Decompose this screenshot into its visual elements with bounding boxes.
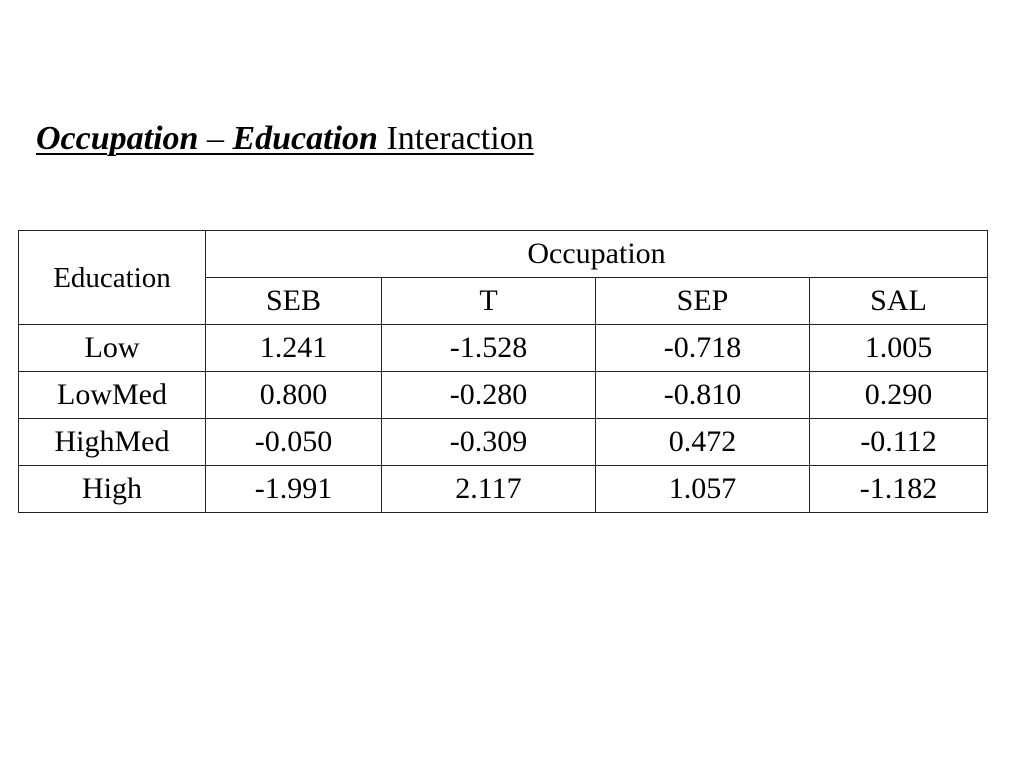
table-cell: 0.290: [810, 372, 988, 419]
title-education: Education: [232, 120, 378, 157]
table-cell: 1.241: [206, 325, 382, 372]
page-title: [36, 117, 534, 161]
table-cell: -0.309: [382, 419, 596, 466]
table-cell: -1.182: [810, 466, 988, 513]
row-label: High: [19, 466, 206, 513]
table-row: [19, 466, 988, 513]
table-cell: -1.528: [382, 325, 596, 372]
row-label: Low: [19, 325, 206, 372]
table-cell: -1.991: [206, 466, 382, 513]
table-cell: 2.117: [382, 466, 596, 513]
row-label: LowMed: [19, 372, 206, 419]
column-header-sep: SEP: [596, 278, 810, 325]
table-cell: -0.112: [810, 419, 988, 466]
table-cell: 0.800: [206, 372, 382, 419]
table-cell: -0.718: [596, 325, 810, 372]
column-header-seb: SEB: [206, 278, 382, 325]
row-label: HighMed: [19, 419, 206, 466]
table-cell: 0.472: [596, 419, 810, 466]
table-cell: -0.810: [596, 372, 810, 419]
title-separator: –: [198, 120, 233, 157]
table-row: [19, 419, 988, 466]
table-cell: 1.005: [810, 325, 988, 372]
table-cell: -0.280: [382, 372, 596, 419]
header-row-group: [19, 231, 988, 278]
interaction-table: [18, 230, 988, 513]
column-header-t: T: [382, 278, 596, 325]
table-row: [19, 325, 988, 372]
table-row: [19, 372, 988, 419]
title-interaction: Interaction: [377, 120, 534, 157]
group-header-occupation: Occupation: [206, 231, 988, 278]
corner-header-education: Education: [19, 231, 206, 325]
column-header-sal: SAL: [810, 278, 988, 325]
title-occupation: Occupation: [36, 120, 199, 157]
table-cell: 1.057: [596, 466, 810, 513]
table-cell: -0.050: [206, 419, 382, 466]
